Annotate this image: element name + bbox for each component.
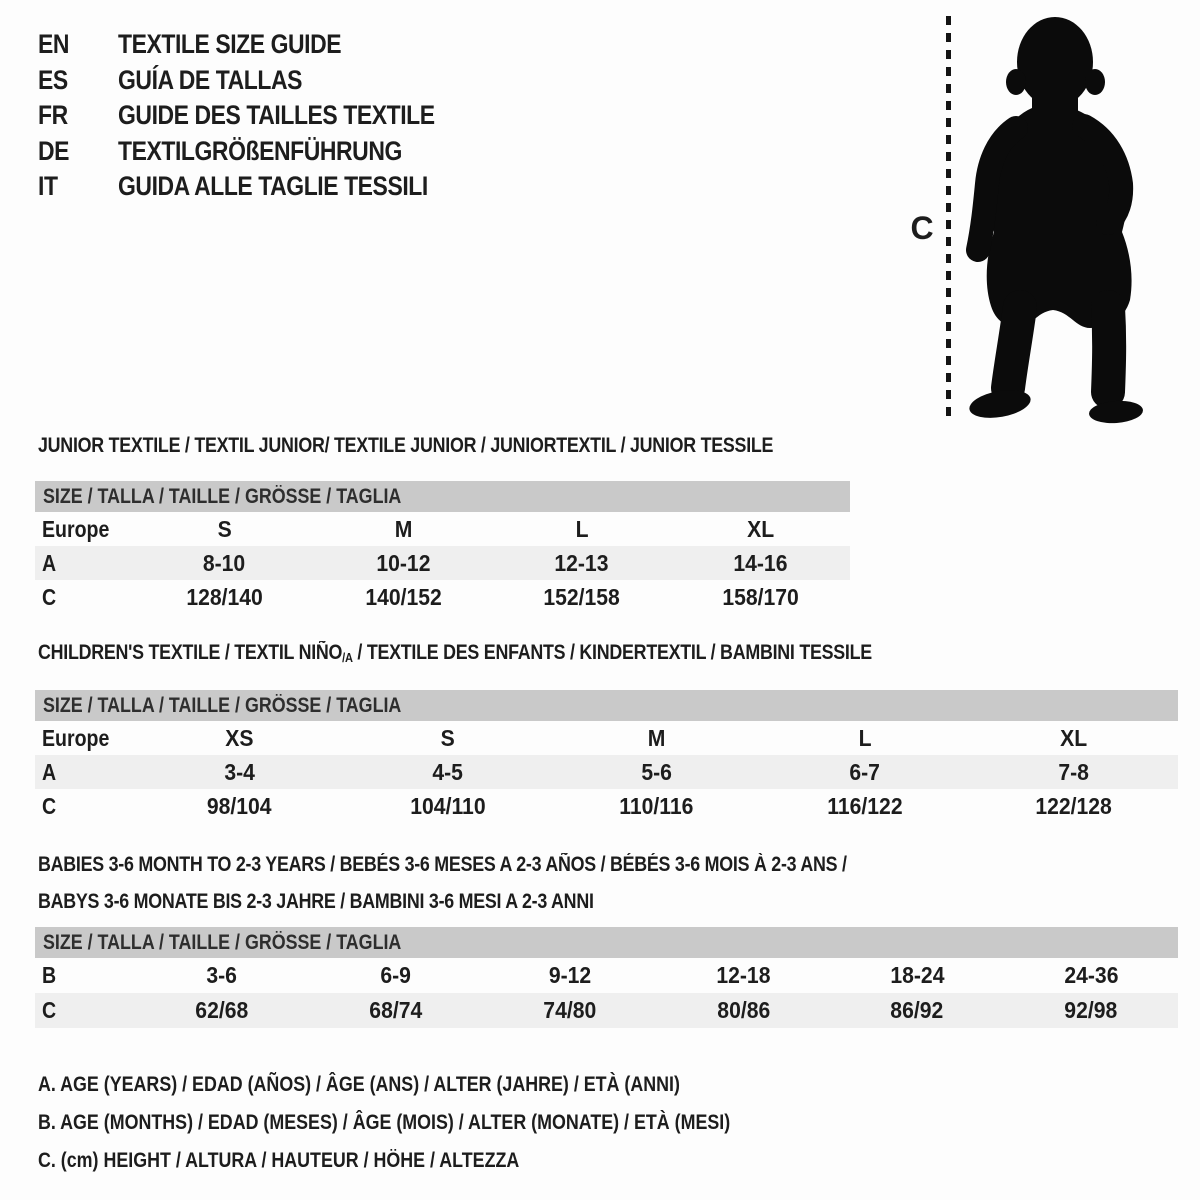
size-cell: M: [647, 724, 666, 751]
size-header-bar: SIZE / TALLA / TAILLE / GRÖSSE / TAGLIA: [35, 690, 1178, 721]
height-measure-label: C: [910, 210, 934, 246]
silhouette-shapes: [967, 17, 1143, 424]
table-row-height: [35, 580, 850, 614]
size-cell: L: [858, 724, 872, 751]
babies-section-title: BABIES 3-6 MONTH TO 2-3 YEARS / BEBÉS 3-6 MESES A 2-3 AÑOS / BÉBÉS 3-6 MOIS À 2-3 ANS / BABYS 3-6 MONATE BIS 2-3 JAHRE / BAMBINI 3-6 MESI A 2-3 ANNI: [38, 853, 847, 913]
language-code: ES: [38, 64, 68, 95]
silhouette-ear-left: [1006, 69, 1026, 95]
row-label: A: [42, 549, 57, 576]
language-label: GUÍA DE TALLAS: [118, 64, 303, 95]
size-cell: 62/68: [195, 997, 249, 1023]
size-cell: M: [394, 515, 412, 542]
row-label: B: [42, 962, 57, 988]
size-cell: 98/104: [206, 792, 272, 819]
size-cell: 116/122: [827, 792, 903, 819]
babies-size-table: [35, 927, 1178, 1028]
size-cell: 104/110: [410, 792, 486, 819]
language-list: [38, 27, 491, 205]
size-header-bar: SIZE / TALLA / TAILLE / GRÖSSE / TAGLIA: [35, 481, 850, 512]
row-label: Europe: [42, 515, 110, 542]
title-subscript: /A: [342, 650, 353, 665]
language-label: GUIDE DES TAILLES TEXTILE: [118, 100, 435, 131]
language-code: DE: [38, 135, 70, 166]
junior-size-table: [35, 481, 850, 614]
size-cell: 68/74: [369, 997, 423, 1023]
size-cell: 12-13: [554, 549, 609, 576]
table-row-europe: [35, 512, 850, 546]
size-cell: 6-9: [380, 962, 412, 988]
silhouette-leg-right: [1108, 307, 1109, 392]
toddler-figure: [890, 0, 1170, 440]
language-label: GUIDA ALLE TAGLIE TESSILI: [118, 171, 428, 202]
language-row-de: [38, 134, 491, 170]
height-measure-dashed-line: [946, 16, 951, 418]
size-cell: XL: [747, 515, 775, 542]
language-code: IT: [38, 171, 58, 202]
legend-line-height: C. (cm) HEIGHT / ALTURA / HAUTEUR / HÖHE / ALTEZZA: [38, 1149, 520, 1172]
measure-legend: [38, 1066, 852, 1180]
children-section-title: CHILDREN'S TEXTILE / TEXTIL NIÑO/A / TEXTILE DES ENFANTS / KINDERTEXTIL / BAMBINI TESSILE: [38, 641, 872, 665]
row-label: A: [42, 758, 57, 785]
size-cell: 92/98: [1064, 997, 1118, 1023]
size-cell: 140/152: [364, 583, 442, 610]
size-cell: 12-18: [716, 962, 771, 988]
size-cell: 152/158: [543, 583, 621, 610]
size-cell: 7-8: [1058, 758, 1089, 785]
row-label: Europe: [42, 724, 110, 751]
size-cell: 158/170: [722, 583, 799, 610]
size-cell: 5-6: [641, 758, 672, 785]
size-cell: 14-16: [733, 549, 788, 576]
table-row-age: [35, 546, 850, 580]
size-cell: 8-10: [203, 549, 246, 576]
toddler-silhouette-icon: [958, 12, 1148, 424]
language-code: FR: [38, 100, 68, 131]
size-cell: 4-5: [432, 758, 464, 785]
language-code: EN: [38, 29, 70, 60]
language-row-it: [38, 169, 491, 205]
size-cell: 86/92: [890, 997, 944, 1023]
size-cell: XL: [1060, 724, 1088, 751]
legend-line-age-years: A. AGE (YEARS) / EDAD (AÑOS) / ÂGE (ANS) / ALTER (JAHRE) / ETÀ (ANNI): [38, 1073, 680, 1096]
size-cell: 128/140: [186, 583, 263, 610]
size-cell: S: [440, 724, 455, 751]
size-cell: 18-24: [890, 962, 945, 988]
size-cell: 74/80: [543, 997, 597, 1023]
size-cell: 80/86: [716, 997, 770, 1023]
legend-line-age-months: B. AGE (MONTHS) / EDAD (MESES) / ÂGE (MOIS) / ALTER (MONATE) / ETÀ (MESI): [38, 1111, 731, 1134]
size-cell: 10-12: [376, 549, 431, 576]
table-row-months: [35, 958, 1178, 993]
size-cell: 122/128: [1035, 792, 1112, 819]
size-cell: 6-7: [849, 758, 881, 785]
size-cell: 3-4: [224, 758, 255, 785]
size-cell: 3-6: [206, 962, 238, 988]
row-label: C: [42, 792, 57, 819]
table-row-europe: [35, 721, 1178, 755]
size-cell: 110/116: [619, 792, 694, 819]
table-row-height: [35, 993, 1178, 1028]
silhouette-leg-left: [1008, 307, 1020, 388]
row-label: C: [42, 583, 57, 610]
children-size-table: [35, 690, 1178, 823]
size-cell: XS: [225, 724, 254, 751]
size-header-bar: SIZE / TALLA / TAILLE / GRÖSSE / TAGLIA: [35, 927, 1178, 958]
language-row-fr: [38, 98, 491, 134]
language-label: TEXTILGRÖßENFÜHRUNG: [118, 135, 402, 166]
language-label: TEXTILE SIZE GUIDE: [118, 29, 342, 60]
size-cell: S: [217, 515, 232, 542]
size-cell: 24-36: [1063, 962, 1119, 988]
language-row-es: [38, 63, 491, 99]
junior-section-title: JUNIOR TEXTILE / TEXTIL JUNIOR/ TEXTILE JUNIOR / JUNIORTEXTIL / JUNIOR TESSILE: [38, 434, 774, 457]
size-cell: L: [575, 515, 589, 542]
row-label: C: [42, 997, 57, 1023]
table-row-age: [35, 755, 1178, 789]
language-row-en: [38, 27, 491, 63]
size-cell: 9-12: [548, 962, 591, 988]
silhouette-ear-right: [1085, 69, 1105, 95]
table-row-height: [35, 789, 1178, 823]
